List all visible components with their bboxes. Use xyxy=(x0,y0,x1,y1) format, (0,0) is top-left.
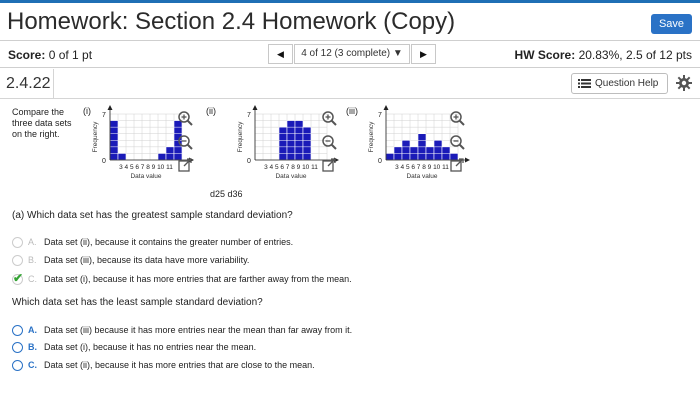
option-letter: A. xyxy=(28,237,37,247)
hw-score-value: 20.83%, 2.5 of 12 pts xyxy=(578,48,692,62)
popout-icon[interactable] xyxy=(449,157,465,173)
score-value: 0 of 1 pt xyxy=(48,48,93,62)
list-icon xyxy=(578,79,591,88)
question-number: 2.4.22 xyxy=(0,69,54,99)
y-tick-label: 7 xyxy=(102,112,106,119)
option-text: Data set (iii) because it has more entries near the mean than far away from it. xyxy=(44,325,353,335)
y-axis-arrow xyxy=(384,105,389,110)
option-letter: A. xyxy=(28,325,37,335)
option-text: Data set (ii), because it has more entries that are close to the mean. xyxy=(44,360,315,370)
histogram-bar xyxy=(303,127,311,160)
option-letter: B. xyxy=(28,342,37,352)
y-axis-arrow xyxy=(253,105,258,110)
y-axis-arrow xyxy=(108,105,113,110)
score-label: Score: xyxy=(8,48,46,62)
zoom-in-icon[interactable] xyxy=(177,110,193,126)
header xyxy=(0,3,700,41)
triangle-right-icon: ▶ xyxy=(420,49,427,59)
score-bar xyxy=(0,40,700,68)
problem-intro xyxy=(12,107,72,140)
hw-score-label: HW Score: xyxy=(514,48,576,62)
plot-label-iii: (iii) xyxy=(346,106,358,116)
intro-line-3: on the right. xyxy=(12,129,60,139)
zoom-in-icon[interactable] xyxy=(449,110,465,126)
y-tick-label: 7 xyxy=(247,112,251,119)
caret-down-icon: ▼ xyxy=(392,48,403,59)
histogram-bar xyxy=(434,140,442,160)
zoom-out-icon[interactable] xyxy=(449,134,465,150)
intro-line-1: Compare the xyxy=(12,107,65,117)
histogram-bar xyxy=(279,127,287,160)
question-help-button[interactable] xyxy=(571,73,668,94)
popout-icon[interactable] xyxy=(321,157,337,173)
zoom-in-icon[interactable] xyxy=(321,110,337,126)
radio-button[interactable] xyxy=(12,237,23,248)
option-text: Data set (i), because it has more entries that are farther away from the mean. xyxy=(44,274,352,284)
next-question-button[interactable] xyxy=(411,44,436,64)
part-b-prompt: Which data set has the least sample standard deviation? xyxy=(12,297,263,308)
x-axis-label: Data value xyxy=(406,173,438,180)
x-tick-labels: 3 4 5 6 7 8 9 10 11 xyxy=(264,164,318,171)
radio-button[interactable] xyxy=(12,325,23,336)
x-tick-labels: 3 4 5 6 7 8 9 10 11 xyxy=(395,164,449,171)
y-axis-label: Frequency xyxy=(237,121,244,153)
hw-score xyxy=(515,48,692,62)
option-letter: C. xyxy=(28,360,37,370)
option-text: Data set (iii), because its data have more variability. xyxy=(44,255,250,265)
plot-label-i: (i) xyxy=(83,106,91,116)
histogram-bar xyxy=(118,153,126,160)
option-letter: C. xyxy=(28,274,37,284)
histogram-bar xyxy=(158,153,166,160)
y-tick-label: 0 xyxy=(247,158,251,165)
popout-icon[interactable] xyxy=(177,157,193,173)
y-axis-label: Frequency xyxy=(368,121,375,153)
score xyxy=(8,48,92,62)
x-axis-arrow xyxy=(465,158,470,163)
question-selector[interactable] xyxy=(294,44,410,64)
save-button[interactable]: Save xyxy=(651,14,692,34)
part-a-prompt: (a) Which data set has the greatest sample standard deviation? xyxy=(12,210,293,221)
histogram-bar xyxy=(402,140,410,160)
radio-button[interactable] xyxy=(12,360,23,371)
histogram-bar xyxy=(386,153,394,160)
gear-icon[interactable] xyxy=(676,75,692,91)
option-text: Data set (ii), because it contains the greater number of entries. xyxy=(44,237,294,247)
x-axis-label: Data value xyxy=(130,173,162,180)
radio-button[interactable] xyxy=(12,255,23,266)
problem-extra-text: d25 d36 xyxy=(210,189,243,199)
question-selector-text: 4 of 12 (3 complete) xyxy=(301,48,391,59)
triangle-left-icon: ◀ xyxy=(277,49,284,59)
radio-button[interactable] xyxy=(12,342,23,353)
question-help-label: Question Help xyxy=(595,78,659,89)
page-title: Homework: Section 2.4 Homework (Copy) xyxy=(7,8,456,35)
y-tick-label: 0 xyxy=(102,158,106,165)
option-text: Data set (i), because it has no entries near the mean. xyxy=(44,342,257,352)
intro-line-2: three data sets xyxy=(12,118,72,128)
option-letter: B. xyxy=(28,255,37,265)
previous-question-button[interactable] xyxy=(268,44,293,64)
y-axis-label: Frequency xyxy=(92,121,99,153)
y-tick-label: 0 xyxy=(378,158,382,165)
y-tick-label: 7 xyxy=(378,112,382,119)
zoom-out-icon[interactable] xyxy=(321,134,337,150)
checkmark-icon: ✔ xyxy=(13,271,24,285)
plot-label-ii: (ii) xyxy=(206,106,216,116)
x-tick-labels: 3 4 5 6 7 8 9 10 11 xyxy=(119,164,173,171)
zoom-out-icon[interactable] xyxy=(177,134,193,150)
x-axis-label: Data value xyxy=(275,173,307,180)
question-bar xyxy=(0,69,700,99)
